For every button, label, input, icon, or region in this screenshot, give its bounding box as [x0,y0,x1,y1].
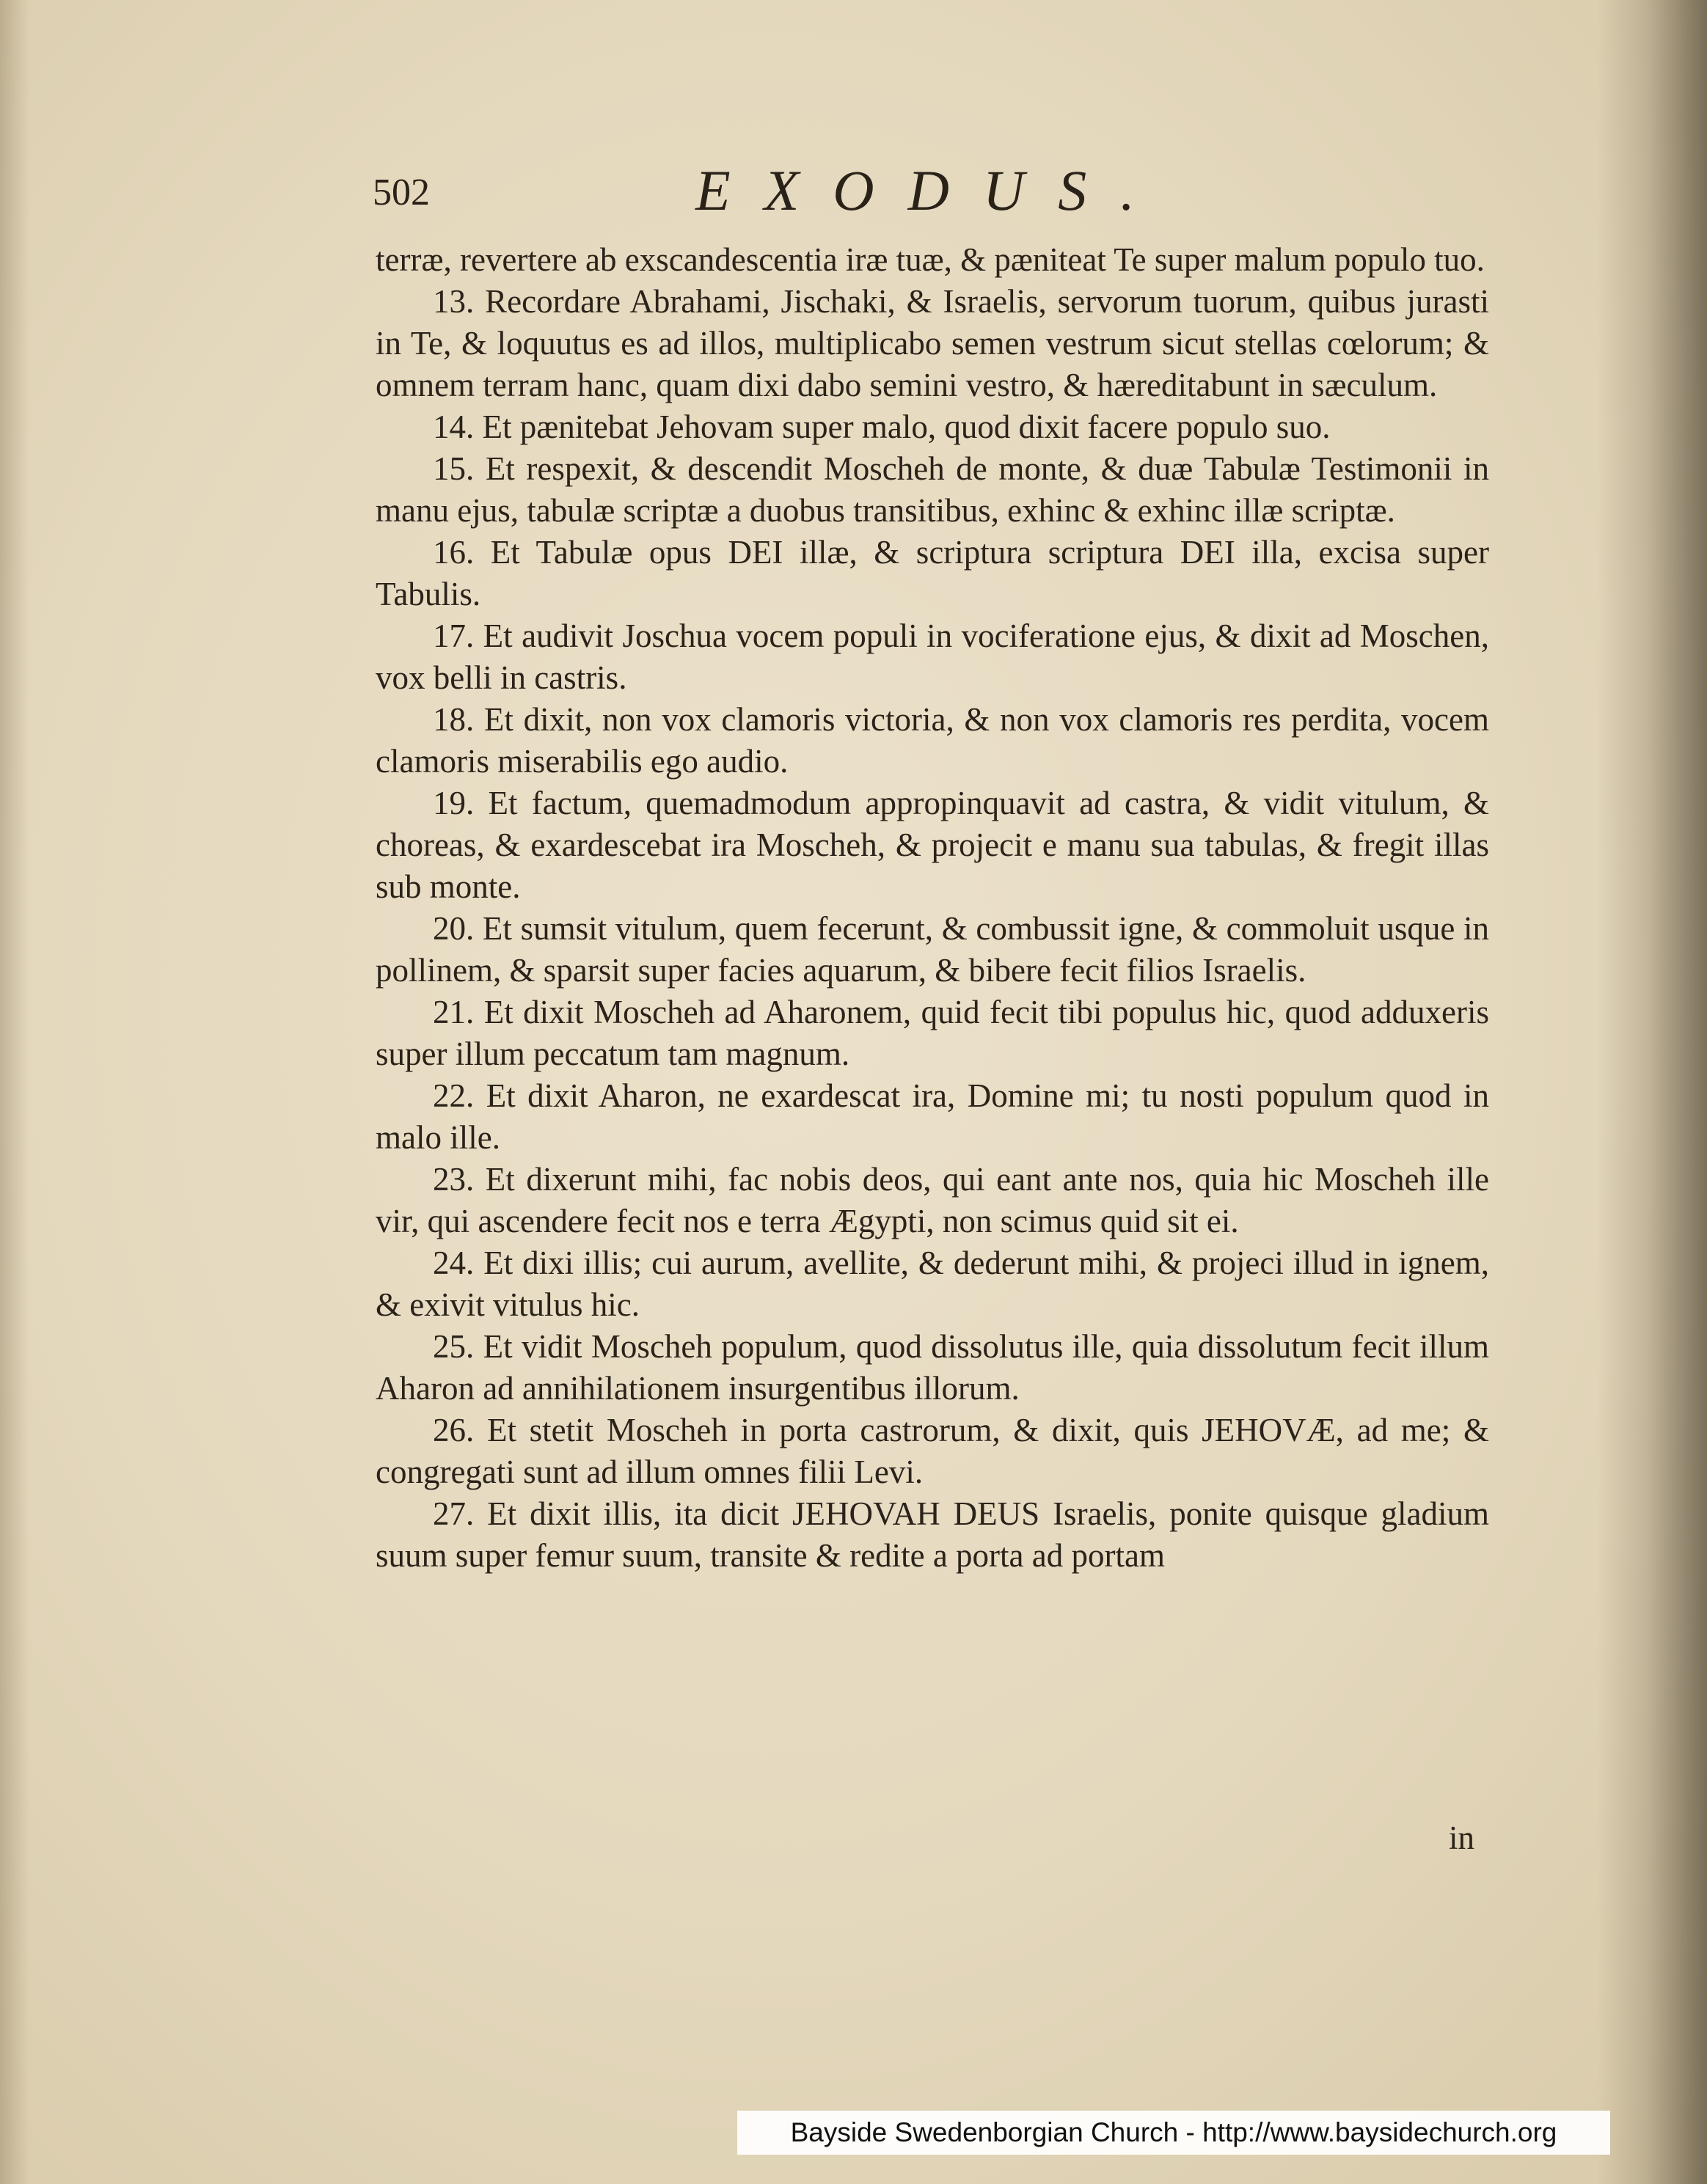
verse-16: 16. Et Tabulæ opus DEI illæ, & scriptura scriptura DEI illa, excisa super Tabulis. [376,534,1489,612]
verse-22: 22. Et dixit Aharon, ne exardescat ira, Domine mi; tu nosti populum quod in malo ille. [376,1077,1489,1156]
verse-26: 26. Et stetit Moscheh in porta castrorum, & dixit, quis JEHOVÆ, ad me; & congregati sunt ad illum omnes filii Levi. [376,1412,1489,1490]
verse-19: 19. Et factum, quemadmodum appropinquavit ad castra, & vidit vitulum, & choreas, & exardescebat ira Moscheh, & projecit e manu sua tabulas, & fregit illas sub monte. [376,785,1489,905]
verse-23: 23. Et dixerunt mihi, fac nobis deos, qui eant ante nos, quia hic Moscheh ille vir, qui ascendere fecit nos e terra Ægypti, non scimus quid sit ei. [376,1161,1489,1239]
verse-13: 13. Recordare Abrahami, Jischaki, & Israelis, servorum tuorum, quibus jurasti in Te, & loquutus es ad illos, multiplicabo semen vestrum sicut stellas cœlorum; & omnem terram hanc, quam dixi dabo semini vestro, & hæreditabunt in sæculum. [376,283,1489,403]
verse-17: 17. Et audivit Joschua vocem populi in vociferatione ejus, & dixit ad Moschen, vox belli in castris. [376,618,1489,696]
verse-20: 20. Et sumsit vitulum, quem fecerunt, & combussit igne, & commoluit usque in pollinem, & sparsit super facies aquarum, & bibere fecit filios Israelis. [376,910,1489,989]
page-header [373,158,1488,238]
verse-21: 21. Et dixit Moscheh ad Aharonem, quid fecit tibi populus hic, quod adduxeris super illum peccatum tam magnum. [376,994,1489,1072]
source-watermark: Bayside Swedenborgian Church - http://www.baysidechurch.org [737,2111,1610,2155]
page-left-edge [0,0,29,2184]
verse-27: 27. Et dixit illis, ita dicit JEHOVAH DEUS Israelis, ponite quisque gladium suum super femur suum, transite & redite a porta ad portam [376,1495,1489,1574]
page-number: 502 [373,172,430,213]
running-title: EXODUS. [695,158,1169,222]
verse-continuation: terræ, revertere ab exscandescentia iræ tuæ, & pæniteat Te super malum populo tuo. [376,241,1485,278]
verse-text-block [376,239,1489,1577]
verse-25: 25. Et vidit Moscheh populum, quod dissolutus ille, quia dissolutum fecit illum Aharon ad annihilationem insurgentibus illorum. [376,1328,1489,1407]
verse-14: 14. Et pænitebat Jehovam super malo, quod dixit facere populo suo. [433,408,1331,445]
binding-gutter-shadow [1597,0,1707,2184]
verse-15: 15. Et respexit, & descendit Moscheh de monte, & duæ Tabulæ Testimonii in manu ejus, tabulæ scriptæ a duobus transitibus, exhinc & exhinc illæ scriptæ. [376,450,1489,529]
verse-18: 18. Et dixit, non vox clamoris victoria, & non vox clamoris res perdita, vocem clamoris miserabilis ego audio. [376,701,1489,780]
catchword: in [1449,1820,1475,1856]
verse-24: 24. Et dixi illis; cui aurum, avellite, & dederunt mihi, & projeci illud in ignem, & exivit vitulus hic. [376,1245,1489,1323]
